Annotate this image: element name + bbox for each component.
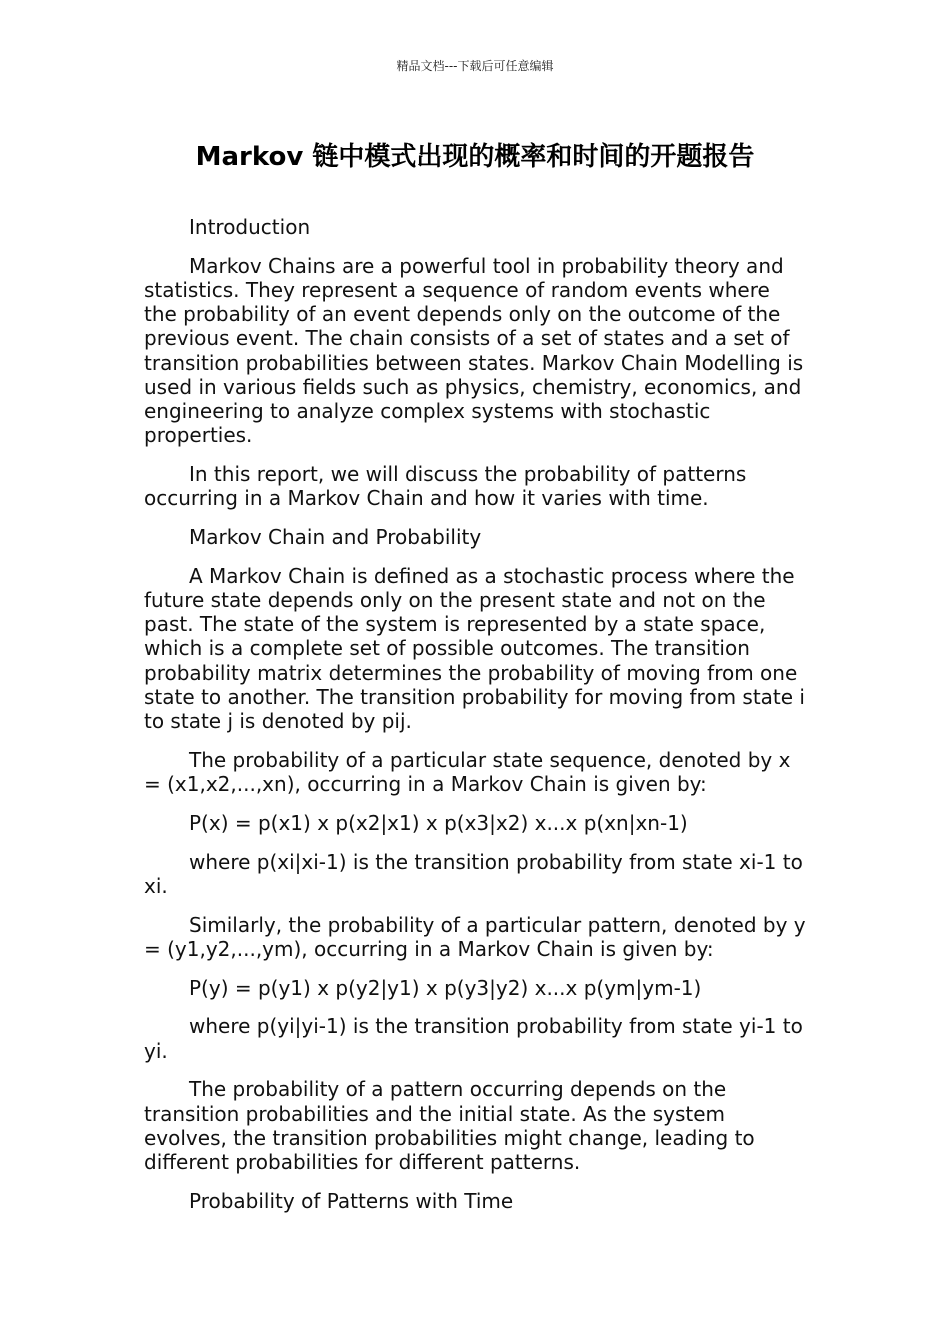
paragraph: where p(xi|xi-1) is the transition probability from state xi-1 to xi. — [144, 849, 803, 898]
document-body — [144, 215, 808, 1228]
formula-pattern: P(y) = p(y1) x p(y2|y1) x p(y3|y2) x...x p(ym|ym-1) — [189, 975, 702, 1000]
paragraph: The probability of a pattern occurring depends on the transition probabilities and the initial state. As the system evolves, the transition probabilities might change, leading to different probabilities for different patterns. — [144, 1077, 755, 1175]
section-heading-patterns-with-time: Probability of Patterns with Time — [189, 1188, 514, 1213]
page-header: 精品文档---下载后可任意编辑 — [396, 59, 554, 73]
document-title: Markov 链中模式出现的概率和时间的开题报告 — [195, 142, 755, 172]
paragraph: Similarly, the probability of a particular pattern, denoted by y = (y1,y2,...,ym), occurring in a Markov Chain is given by: — [144, 912, 806, 961]
section-heading-markov-chain-probability: Markov Chain and Probability — [189, 525, 482, 550]
paragraph: The probability of a particular state sequence, denoted by x = (x1,x2,...,xn), occurring in a Markov Chain is given by: — [144, 747, 791, 797]
paragraph: where p(yi|yi-1) is the transition probability from state yi-1 to yi. — [144, 1014, 803, 1063]
paragraph: In this report, we will discuss the probability of patterns occurring in a Markov Chain and how it varies with time. — [144, 462, 747, 511]
paragraph: Markov Chains are a powerful tool in probability theory and statistics. They represent a sequence of random events where the probability of an event depends only on the outcome of the previous event. The chain consists of a set of states and a set of transition probabilities between states. Markov Chain Modelling is used in various fields such as physics, chemistry, economics, and engineering to analyze complex systems with stochastic properties. — [144, 253, 804, 448]
section-heading-introduction: Introduction — [189, 215, 311, 239]
paragraph: A Markov Chain is defined as a stochastic process where the future state depends only on the present state and not on the past. The state of the system is represented by a state space, which is a complete set of possible outcomes. The transition probability matrix determines the probability of moving from one state to another. The transition probability for moving from state i to state j is denoted by pij. — [144, 563, 805, 734]
formula-state-sequence: P(x) = p(x1) x p(x2|x1) x p(x3|x2) x...x p(xn|xn-1) — [189, 810, 688, 835]
